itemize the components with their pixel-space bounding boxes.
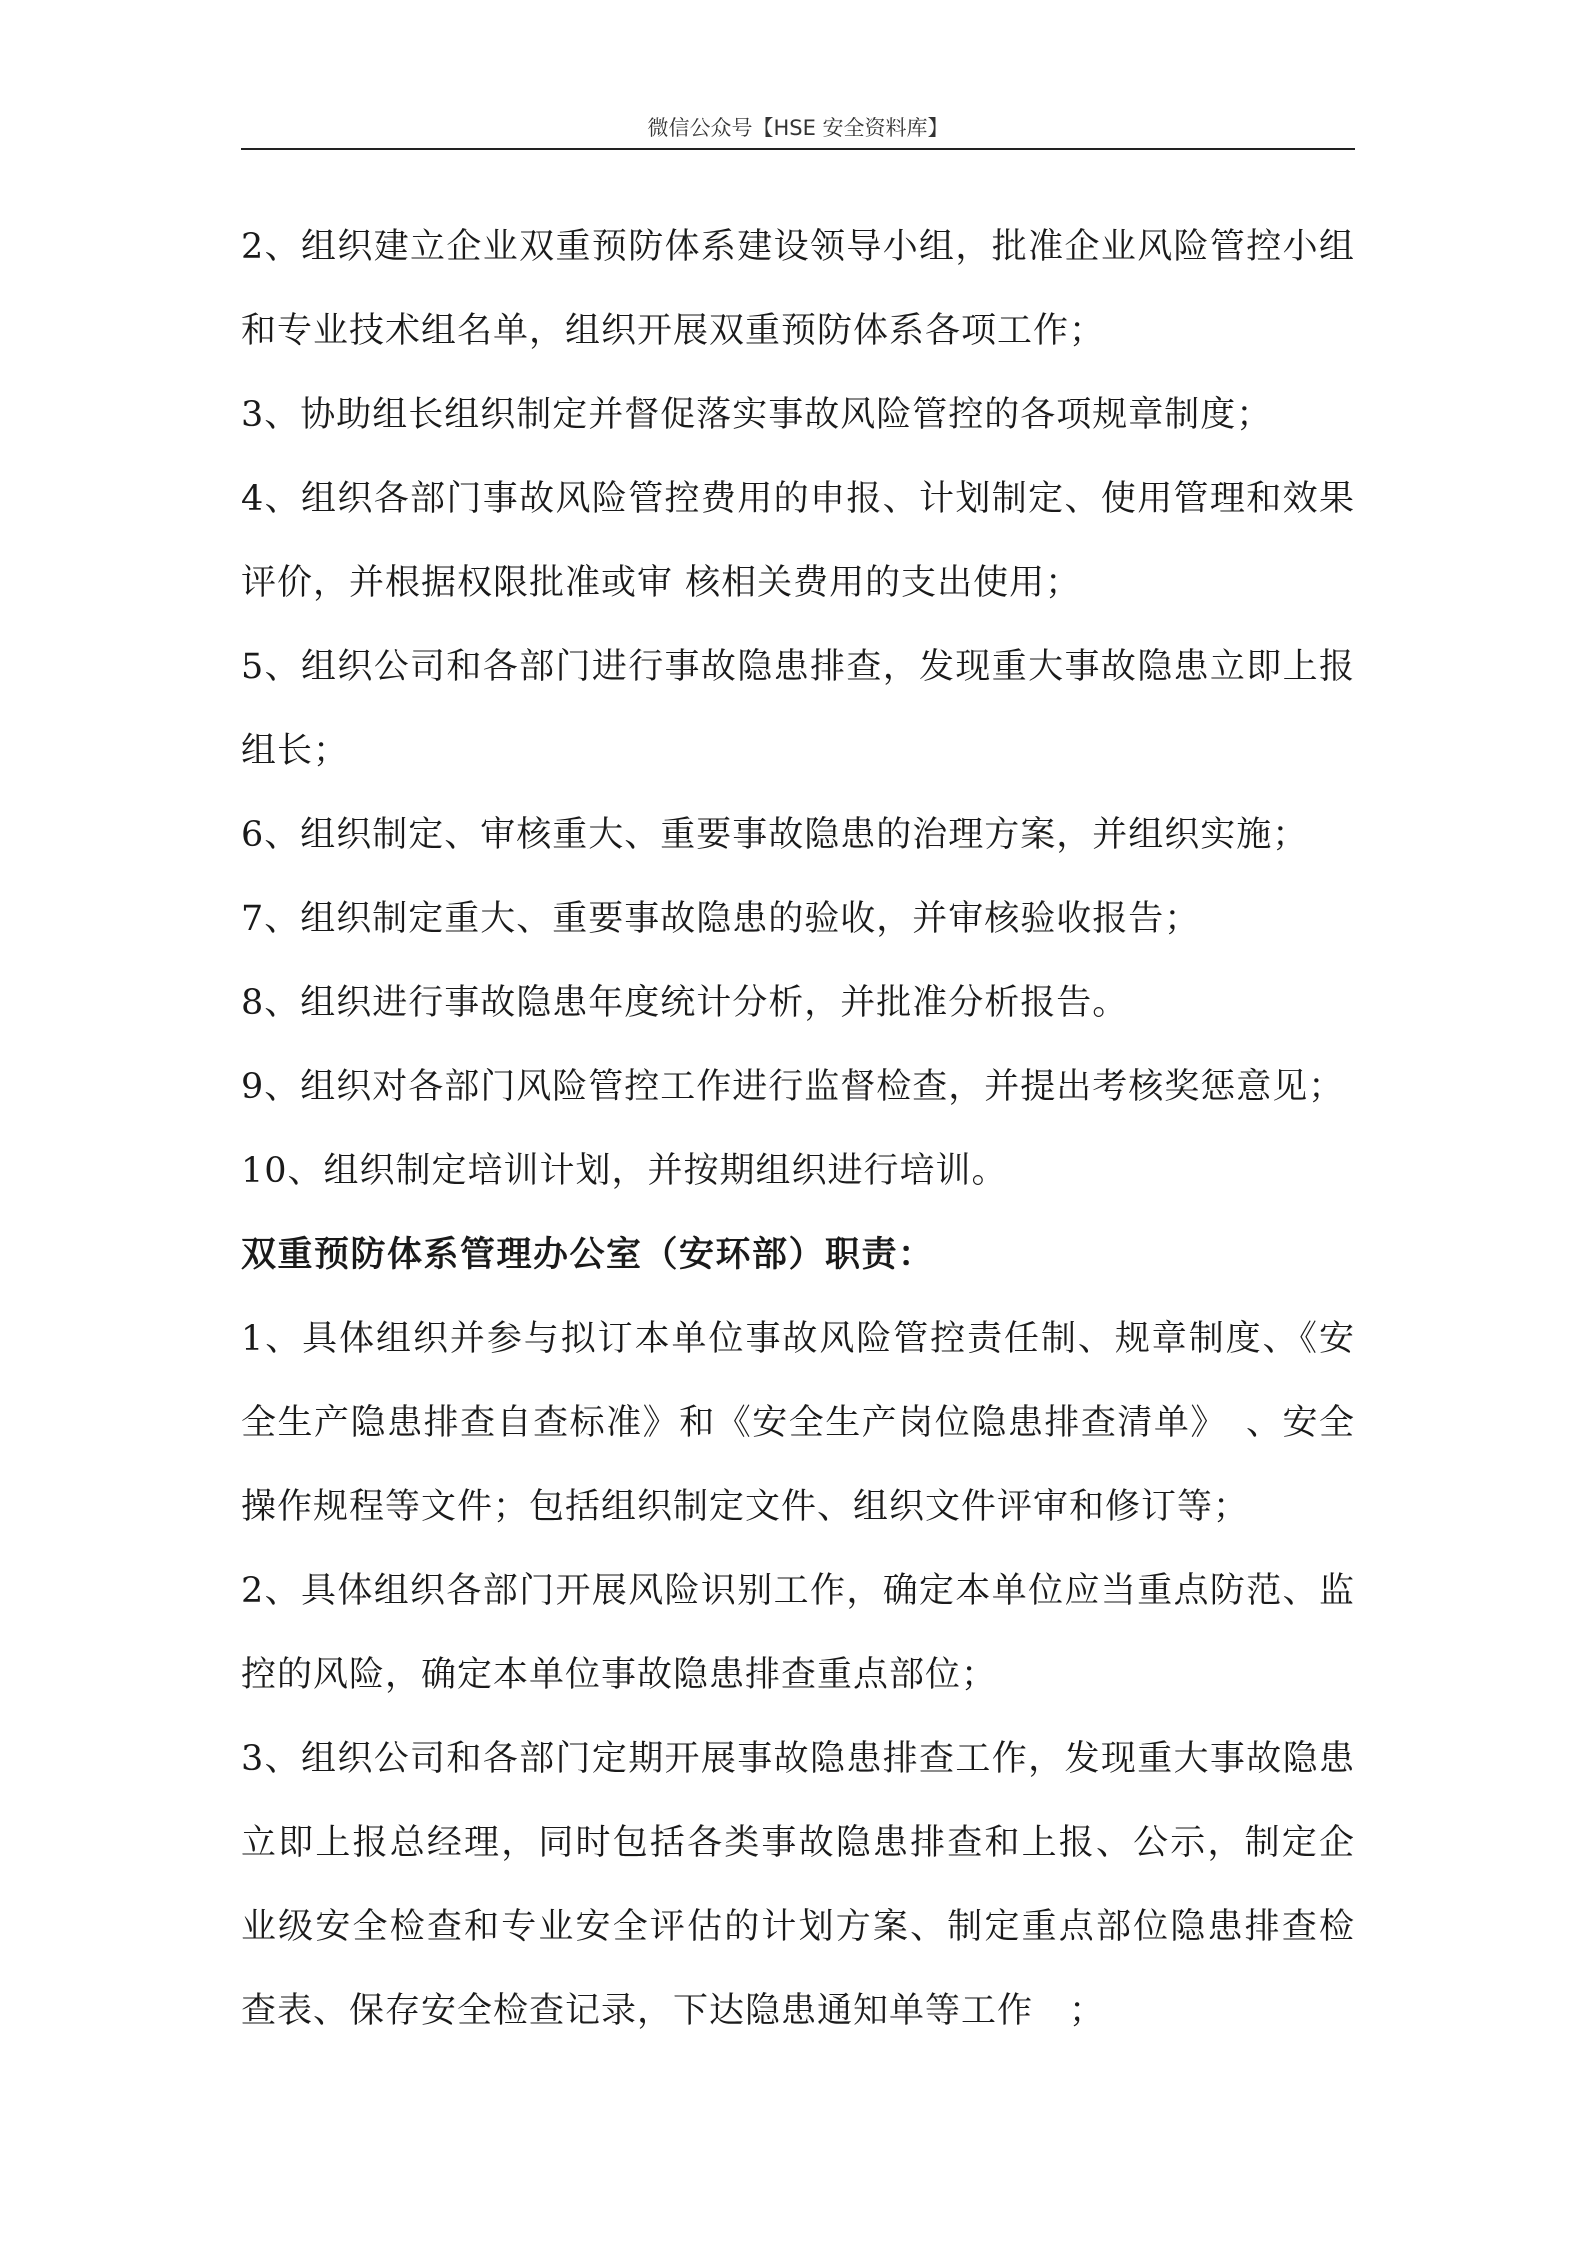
office-duty-item-1: 1、具体组织并参与拟订本单位事故风险管控责任制、规章制度、《安全生产隐患排查自查标准》和《安全生产岗位隐患排查清单》 、安全操作规程等文件；包括组织制定文件、组织文件评审和修订等； <box>241 1319 1355 1527</box>
duty-item-7: 7、组织制定重大、重要事故隐患的验收，并审核验收报告； <box>241 899 1201 939</box>
header-text: 微信公众号【HSE 安全资料库】 <box>647 116 949 140</box>
page-header <box>241 108 1355 150</box>
duty-item-2: 2、组织建立企业双重预防体系建设领导小组，批准企业风险管控小组和专业技术组名单，组织开展双重预防体系各项工作； <box>241 227 1355 351</box>
duty-item-4: 4、组织各部门事故风险管控费用的申报、计划制定、使用管理和效果评价，并根据权限批准或审 核相关费用的支出使用； <box>241 479 1355 603</box>
office-duty-item-3: 3、组织公司和各部门定期开展事故隐患排查工作，发现重大事故隐患立即上报总经理，同时包括各类事故隐患排查和上报、公示，制定企业级安全检查和专业安全评估的计划方案、制定重点部位隐患排查检查表、保存安全检查记录，下达隐患通知单等工作 ； <box>241 1739 1355 2031</box>
duty-item-8: 8、组织进行事故隐患年度统计分析，并批准分析报告。 <box>241 983 1129 1023</box>
section-heading: 双重预防体系管理办公室（安环部）职责： <box>241 1234 935 1275</box>
duty-item-3: 3、协助组长组织制定并督促落实事故风险管控的各项规章制度； <box>241 395 1273 435</box>
duty-item-5: 5、组织公司和各部门进行事故隐患排查，发现重大事故隐患立即上报组长； <box>241 647 1355 771</box>
duty-item-6: 6、组织制定、审核重大、重要事故隐患的治理方案，并组织实施； <box>241 815 1309 855</box>
document-body <box>241 205 1355 2053</box>
duty-item-9: 9、组织对各部门风险管控工作进行监督检查，并提出考核奖惩意见； <box>241 1067 1345 1107</box>
office-duty-item-2: 2、具体组织各部门开展风险识别工作，确定本单位应当重点防范、监控的风险，确定本单位事故隐患排查重点部位； <box>241 1571 1355 1695</box>
duty-item-10: 10、组织制定培训计划，并按期组织进行培训。 <box>241 1151 1008 1191</box>
